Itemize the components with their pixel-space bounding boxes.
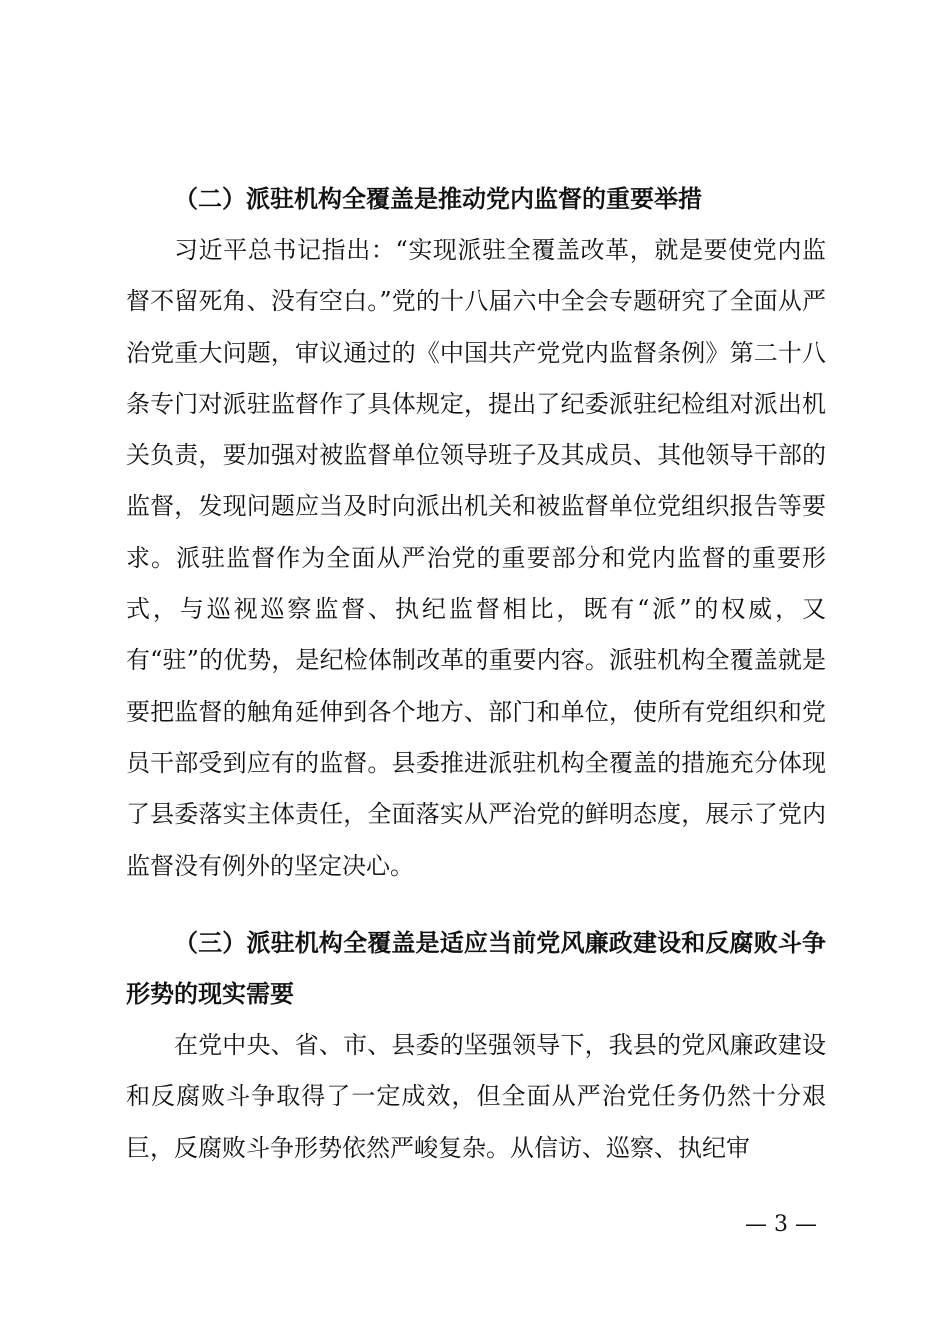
section-heading: （三）派驻机构全覆盖是适应当前党风廉政建设和反腐败斗争形势的现实需要: [126, 929, 826, 1008]
body-paragraph: 在党中央、省、市、县委的坚强领导下，我县的党风廉政建设和反腐败斗争取得了一定成效，但全面从严治党任务仍然十分艰巨，反腐败斗争形势依然严峻复杂。从信访、巡察、执纪审: [126, 1031, 826, 1162]
page-number: — 3 —: [745, 1212, 817, 1237]
section-heading: （二）派驻机构全覆盖是推动党内监督的重要举措: [174, 185, 702, 213]
body-paragraph: 习近平总书记指出：“实现派驻全覆盖改革，就是要使党内监督不留死角、没有空白。”党的十八届六中全会专题研究了全面从严治党重大问题，审议通过的《中国共产党党内监督条例》第二十八条专门对派驻监督作了具体规定，提出了纪委派驻纪检组对派出机关负责，要加强对被监督单位领导班子及其成员、其他领导干部的监督，发现问题应当及时向派出机关和被监督单位党组织报告等要求。派驻监督作为全面从严治党的重要部分和党内监督的重要形式，与巡视巡察监督、执纪监督相比，既有“派”的权威，又有“驻”的优势，是纪检体制改革的重要内容。派驻机构全覆盖就是要把监督的触角延伸到各个地方、部门和单位，使所有党组织和党员干部受到应有的监督。县委推进派驻机构全覆盖的措施充分体现了县委落实主体责任，全面落实从严治党的鲜明态度，展示了党内监督没有例外的坚定决心。: [126, 236, 826, 880]
